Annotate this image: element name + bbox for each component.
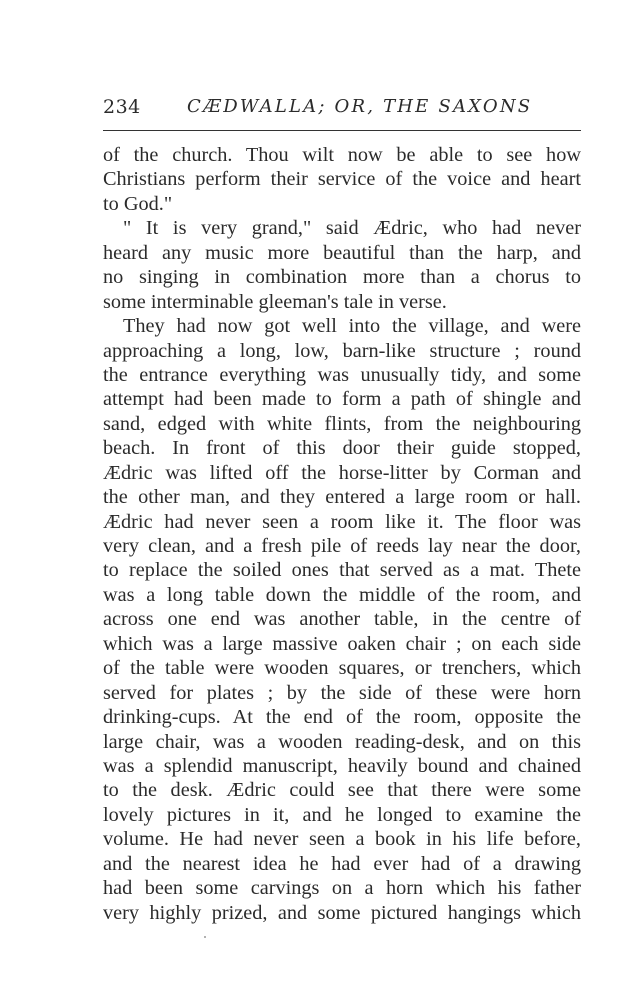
- text-line: had been some carvings on a horn which his father: [103, 877, 581, 900]
- text-line: They had now got well into the village, and were: [123, 315, 581, 338]
- text-line: Christians perform their service of the voice and heart: [103, 168, 581, 191]
- text-line: of the table were wooden squares, or trenchers, which: [103, 657, 581, 680]
- text-line: to replace the soiled ones that served as a mat. Thete: [103, 559, 581, 582]
- text-line: was a splendid manuscript, heavily bound and chained: [103, 754, 581, 777]
- page-number: 234: [103, 96, 141, 118]
- text-line: approaching a long, low, barn-like structure ; round: [103, 339, 581, 362]
- text-line: volume. He had never seen a book in his life before,: [103, 828, 581, 851]
- text-line: was a long table down the middle of the room, and: [103, 583, 581, 606]
- text-line: to God.": [103, 192, 173, 215]
- text-line: the entrance everything was unusually tidy, and some: [103, 363, 581, 386]
- text-line: and the nearest idea he had ever had of a drawing: [103, 852, 581, 875]
- text-line: which was a large massive oaken chair ; on each side: [103, 632, 581, 655]
- running-title: CÆDWALLA; OR, THE SAXONS: [187, 96, 533, 117]
- text-line: large chair, was a wooden reading-desk, and on this: [103, 730, 581, 753]
- paper-speck: [204, 936, 206, 938]
- text-line: of the church. Thou wilt now be able to see how: [103, 144, 581, 166]
- text-line: lovely pictures in it, and he longed to examine the: [103, 803, 581, 826]
- text-line: no singing in combination more than a chorus to: [103, 266, 581, 289]
- text-line: Ædric had never seen a room like it. The floor was: [103, 510, 581, 533]
- text-line: attempt had been made to form a path of shingle and: [103, 388, 581, 411]
- text-line: sand, edged with white flints, from the neighbouring: [103, 412, 581, 435]
- text-line: beach. In front of this door their guide stopped,: [103, 437, 581, 460]
- running-head: [103, 96, 581, 124]
- text-line: drinking-cups. At the end of the room, opposite the: [103, 706, 581, 729]
- body-text: [103, 143, 581, 925]
- text-line: across one end was another table, in the centre of: [103, 608, 581, 631]
- header-rule: [103, 130, 581, 131]
- text-line: very highly prized, and some pictured hangings which: [103, 901, 581, 924]
- text-line: heard any music more beautiful than the harp, and: [103, 241, 581, 264]
- text-line: Ædric was lifted off the horse-litter by Corman and: [103, 461, 581, 484]
- text-line: " It is very grand," said Ædric, who had never: [123, 217, 581, 240]
- text-line: some interminable gleeman's tale in verse.: [103, 290, 447, 313]
- text-line: the other man, and they entered a large room or hall.: [103, 486, 581, 509]
- text-line: served for plates ; by the side of these were horn: [103, 681, 581, 704]
- text-line: to the desk. Ædric could see that there were some: [103, 779, 581, 802]
- text-line: very clean, and a fresh pile of reeds lay near the door,: [103, 535, 581, 557]
